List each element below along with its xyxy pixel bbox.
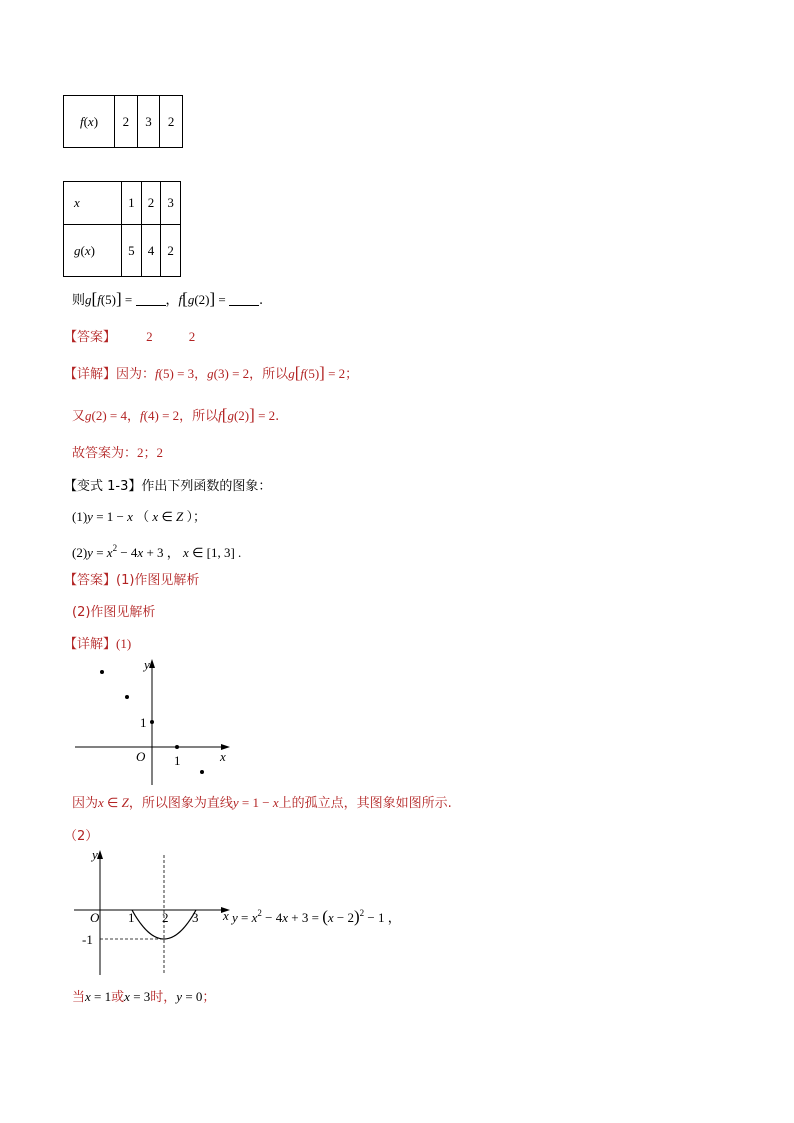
- origin-label: O: [90, 910, 100, 925]
- detail-tag: 【详解】: [64, 367, 117, 382]
- x-tick-label: 2: [162, 910, 169, 925]
- x-tick-label: 3: [192, 910, 199, 925]
- x-g-table-cell: 4: [141, 225, 161, 277]
- x-axis-label: x: [223, 908, 229, 923]
- f-table: [63, 95, 183, 148]
- f-table-cell: 2: [115, 96, 138, 148]
- detail-line: 当x = 1或x = 3时，y = 0；: [72, 989, 216, 1005]
- graph-point: [175, 745, 179, 749]
- x-g-table-cell: 1: [122, 182, 142, 225]
- answer-line: 【答案】 2 2: [64, 329, 196, 345]
- detail-line: 【详解】(1): [64, 636, 132, 652]
- graph-integer-points: [70, 655, 240, 790]
- parabola-formula: $y = x^2 - 4x + 3 = (x - 2)^2 - 1$ ，: [232, 907, 401, 926]
- graph-parabola: [70, 845, 240, 980]
- detail-line: 因为x ∈ Z，所以图象为直线y = 1 − x上的孤立点，其图象如图所示.: [72, 795, 452, 811]
- answer-blank[interactable]: [136, 291, 166, 306]
- y-axis-label: y: [144, 657, 150, 672]
- graph-point: [150, 720, 154, 724]
- x-g-table-cell: 2: [141, 182, 161, 225]
- answer-blank[interactable]: [229, 291, 259, 306]
- graph-point: [200, 770, 204, 774]
- y-tick-label: -1: [82, 932, 93, 947]
- answer-line: (2)作图见解析: [72, 605, 156, 620]
- x-g-table: [63, 181, 181, 277]
- x-tick-label: 1: [174, 753, 181, 768]
- detail-line: （2）: [64, 829, 99, 844]
- origin-label: O: [136, 749, 146, 764]
- variant-item: $(2)y = x^2 - 4x + 3$ ， x ∈ [1, 3] .: [72, 543, 242, 560]
- x-axis-label: x: [220, 749, 226, 764]
- variant-heading: 【变式 1-3】作出下列函数的图象：: [64, 479, 272, 494]
- f-table-label: f(x): [64, 96, 115, 148]
- detail-line: 又g(2) = 4，f(4) = 2，所以f[g(2)] = 2.: [72, 405, 280, 424]
- question-line: 则g[f(5)] = ，f[g(2)] = .: [72, 289, 264, 308]
- x-tick-label: 1: [128, 910, 135, 925]
- x-g-table-cell: 3: [161, 182, 181, 225]
- f-table-cell: 2: [160, 96, 183, 148]
- graph-point: [100, 670, 104, 674]
- answer-tag: 【答案】: [64, 330, 117, 345]
- detail-line: 【详解】因为：f(5) = 3，g(3) = 2，所以g[f(5)] = 2；: [64, 363, 359, 382]
- variant-item: (1)y = 1 − x （ x ∈ Z ）；: [72, 509, 207, 524]
- y-axis-label: y: [92, 847, 98, 862]
- x-g-table-label: g(x): [64, 225, 122, 277]
- detail-tag: 【详解】: [64, 637, 117, 652]
- conclusion-line: 故答案为：2；2: [72, 445, 164, 461]
- x-g-table-cell: 5: [122, 225, 142, 277]
- answer-tag: 【答案】: [64, 573, 117, 588]
- answer-line: 【答案】(1)作图见解析: [64, 573, 200, 588]
- f-table-cell: 3: [137, 96, 160, 148]
- x-g-table-cell: 2: [161, 225, 181, 277]
- graph-point: [125, 695, 129, 699]
- x-g-table-label: x: [64, 182, 122, 225]
- y-tick-label: 1: [140, 715, 147, 730]
